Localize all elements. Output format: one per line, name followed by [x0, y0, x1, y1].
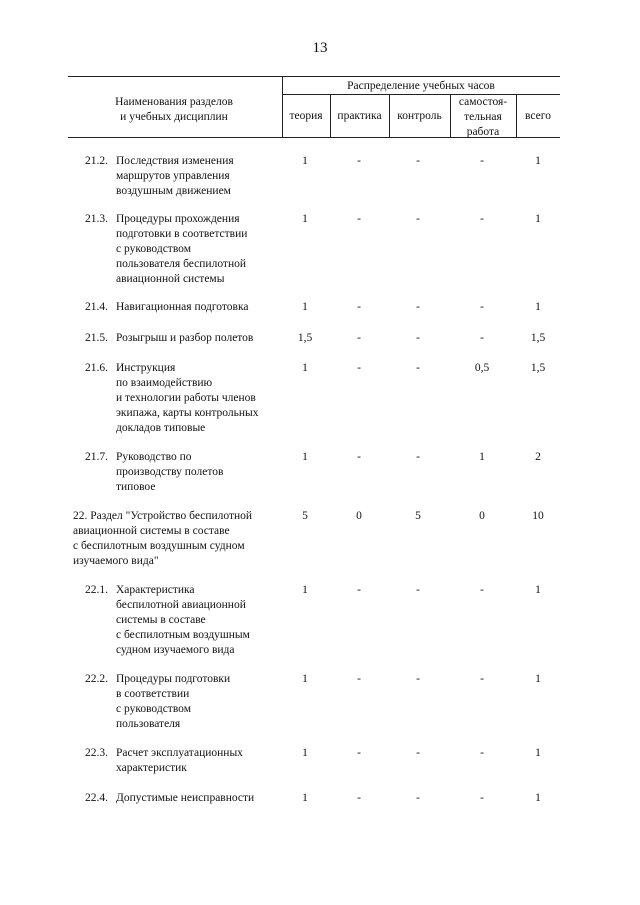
header-col-theory: теория — [289, 110, 323, 122]
hours-control: - — [416, 747, 420, 759]
row-number: 21.2. — [85, 155, 108, 167]
discipline-name: Процедуры прохождения подготовки в соответствии с руководством пользователя беспилотной авиационной системы — [116, 213, 248, 285]
row-number: 21.4. — [85, 301, 108, 313]
table-top-rule — [68, 76, 560, 77]
hours-theory: 1 — [302, 673, 308, 685]
hours-total: 10 — [532, 510, 544, 522]
hours-theory: 1 — [302, 747, 308, 759]
hours-control: 5 — [415, 510, 421, 522]
hours-practice: - — [357, 451, 361, 463]
row-number: 21.7. — [85, 451, 108, 463]
row-number: 22.1. — [85, 584, 108, 596]
hours-selfwork: - — [480, 213, 484, 225]
hours-theory: 1 — [302, 584, 308, 596]
hours-total: 1 — [535, 792, 541, 804]
hours-selfwork: - — [480, 301, 484, 313]
hours-total: 1 — [535, 301, 541, 313]
discipline-name: Розыгрыш и разбор полетов — [116, 332, 254, 344]
header-name-column: Наименования разделов и учебных дисциплин — [115, 96, 233, 123]
header-col-total: всего — [525, 110, 551, 122]
hours-control: - — [416, 332, 420, 344]
hours-selfwork: - — [480, 747, 484, 759]
hours-selfwork: - — [480, 584, 484, 596]
row-number: 21.3. — [85, 213, 108, 225]
hours-total: 1 — [535, 747, 541, 759]
hours-control: - — [416, 451, 420, 463]
hours-selfwork: 1 — [479, 451, 485, 463]
hours-control: - — [416, 301, 420, 313]
hours-total: 1 — [535, 584, 541, 596]
hours-practice: - — [357, 362, 361, 374]
hours-control: - — [416, 213, 420, 225]
discipline-name: Навигационная подготовка — [116, 301, 249, 313]
header-col-control: контроль — [397, 110, 442, 122]
hours-selfwork: - — [480, 332, 484, 344]
hours-selfwork: - — [480, 792, 484, 804]
hours-theory: 5 — [302, 510, 308, 522]
discipline-name: Руководство по производству полетов типовое — [116, 451, 224, 493]
hours-practice: - — [357, 792, 361, 804]
hours-theory: 1 — [302, 792, 308, 804]
row-number: 22.2. — [85, 673, 108, 685]
row-number: 22.4. — [85, 792, 108, 804]
hours-practice: - — [357, 332, 361, 344]
discipline-name: Характеристика беспилотной авиационной системы в составе с беспилотным воздушным судном изучаемого вида — [116, 584, 250, 656]
page-number: 13 — [312, 40, 328, 56]
distribution-underline — [282, 94, 560, 95]
hours-control: - — [416, 362, 420, 374]
hours-selfwork: 0 — [479, 510, 485, 522]
hours-control: - — [416, 792, 420, 804]
hours-total: 1,5 — [530, 362, 546, 374]
hours-practice: - — [357, 301, 361, 313]
hours-practice: - — [357, 747, 361, 759]
hours-theory: 1 — [302, 213, 308, 225]
hours-practice: - — [357, 155, 361, 167]
discipline-name: Последствия изменения маршрутов управления воздушным движением — [116, 155, 234, 197]
row-number: 22.3. — [85, 747, 108, 759]
hours-theory: 1 — [302, 155, 308, 167]
section-name: 22. Раздел "Устройство беспилотной авиационной системы в составе с беспилотным воздушным судном изучаемого вида" — [73, 510, 253, 567]
hours-control: - — [416, 155, 420, 167]
hours-practice: - — [357, 213, 361, 225]
discipline-name: Инструкция по взаимодействию и технологии работы членов экипажа, карты контрольных докладов типовые — [116, 362, 259, 434]
discipline-name: Процедуры подготовки в соответствии с руководством пользователя — [116, 673, 231, 730]
hours-selfwork: 0,5 — [474, 362, 490, 374]
hours-practice: - — [357, 584, 361, 596]
row-number: 21.5. — [85, 332, 108, 344]
hours-total: 1 — [535, 673, 541, 685]
discipline-name: Расчет эксплуатационных характеристик — [116, 747, 243, 774]
hours-control: - — [416, 673, 420, 685]
row-number: 21.6. — [85, 362, 108, 374]
discipline-name: Допустимые неисправности — [116, 792, 255, 804]
hours-total: 2 — [535, 451, 541, 463]
hours-theory: 1 — [302, 451, 308, 463]
header-col-practice: практика — [337, 110, 382, 122]
hours-theory: 1,5 — [297, 332, 313, 344]
hours-total: 1 — [535, 155, 541, 167]
hours-theory: 1 — [302, 301, 308, 313]
hours-selfwork: - — [480, 673, 484, 685]
hours-practice: 0 — [356, 510, 362, 522]
hours-practice: - — [357, 673, 361, 685]
header-col-selfwork: самостоя- тельная работа — [458, 96, 508, 138]
hours-control: - — [416, 584, 420, 596]
hours-total: 1 — [535, 213, 541, 225]
hours-selfwork: - — [480, 155, 484, 167]
hours-theory: 1 — [302, 362, 308, 374]
hours-total: 1,5 — [530, 332, 546, 344]
header-distribution: Распределение учебных часов — [347, 80, 495, 92]
